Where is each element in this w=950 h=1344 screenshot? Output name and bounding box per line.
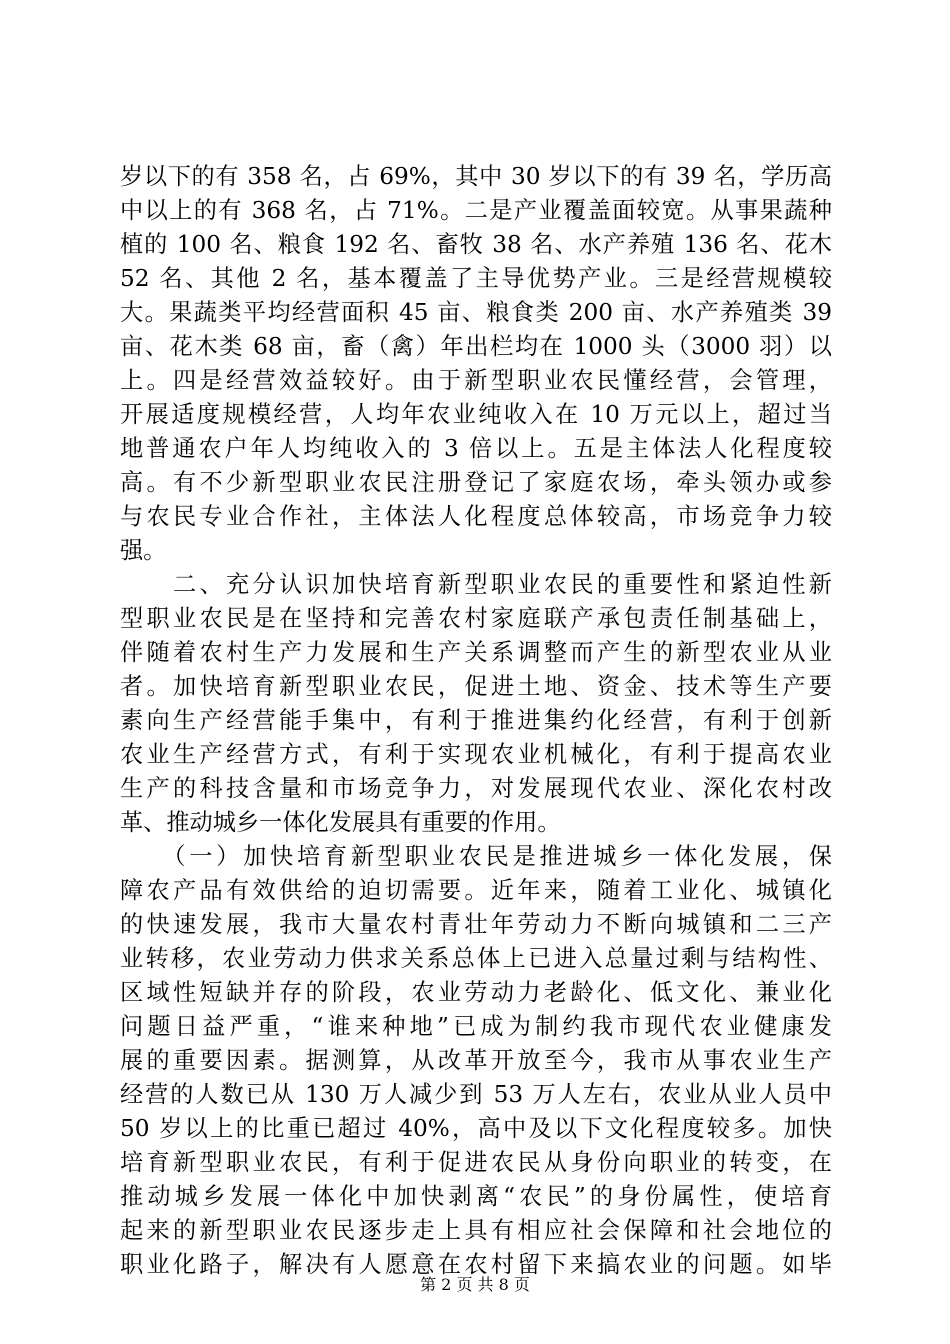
text-line: 岁以下的有 358 名，占 69%，其中 30 岁以下的有 39 名，学历高: [120, 163, 832, 190]
text-line: 伴随着农村生产力发展和生产关系调整而产生的新型农业从业: [120, 639, 832, 666]
text-line: 经营的人数已从 130 万人减少到 53 万人左右，农业从业人员中: [120, 1081, 832, 1108]
text-line: 强。: [120, 537, 167, 564]
text-line: 区域性短缺并存的阶段，农业劳动力老龄化、低文化、兼业化: [120, 979, 832, 1006]
page-footer: 第 2 页 共 8 页: [420, 1275, 530, 1294]
text-line: 生产的科技含量和市场竞争力，对发展现代农业、深化农村改: [120, 775, 832, 802]
text-line: 展的重要因素。据测算，从改革开放至今，我市从事农业生产: [120, 1047, 832, 1074]
text-line: 农业生产经营方式，有利于实现农业机械化，有利于提高农业: [120, 741, 832, 768]
text-line: 大。果蔬类平均经营面积 45 亩、粮食类 200 亩、水产养殖类 39: [120, 299, 832, 326]
text-line: 高。有不少新型职业农民注册登记了家庭农场，牵头领办或参: [120, 469, 832, 496]
text-line: 植的 100 名、粮食 192 名、畜牧 38 名、水产养殖 136 名、花木: [120, 231, 832, 258]
text-line: 问题日益严重，“谁来种地”已成为制约我市现代农业健康发: [120, 1013, 832, 1040]
text-line: 培育新型职业农民，有利于促进农民从身份向职业的转变，在: [120, 1149, 832, 1176]
text-line: 型职业农民是在坚持和完善农村家庭联产承包责任制基础上，: [120, 605, 832, 632]
text-line: 50 岁以上的比重已超过 40%，高中及以下文化程度较多。加快: [120, 1115, 832, 1142]
text-line: 职业化路子，解决有人愿意在农村留下来搞农业的问题。如毕: [120, 1251, 832, 1278]
text-line: （一）加快培育新型职业农民是推进城乡一体化发展，保: [120, 843, 832, 870]
text-line: 地普通农户年人均纯收入的 3 倍以上。五是主体法人化程度较: [120, 435, 832, 462]
text-line: 52 名、其他 2 名，基本覆盖了主导优势产业。三是经营规模较: [120, 265, 832, 292]
text-line: 起来的新型职业农民逐步走上具有相应社会保障和社会地位的: [120, 1217, 832, 1244]
text-line: 者。加快培育新型职业农民，促进土地、资金、技术等生产要: [120, 673, 832, 700]
text-line: 业转移，农业劳动力供求关系总体上已进入总量过剩与结构性、: [120, 945, 832, 972]
body-text: [120, 160, 832, 1282]
text-line: 上。四是经营效益较好。由于新型职业农民懂经营，会管理，: [120, 367, 832, 394]
text-line: 障农产品有效供给的迫切需要。近年来，随着工业化、城镇化: [120, 877, 832, 904]
text-line: 素向生产经营能手集中，有利于推进集约化经营，有利于创新: [120, 707, 832, 734]
text-line: 二、充分认识加快培育新型职业农民的重要性和紧迫性新: [120, 571, 832, 598]
text-line: 与农民专业合作社，主体法人化程度总体较高，市场竞争力较: [120, 503, 832, 530]
text-line: 革、推动城乡一体化发展具有重要的作用。: [120, 809, 561, 836]
text-line: 的快速发展，我市大量农村青壮年劳动力不断向城镇和二三产: [120, 911, 832, 938]
text-line: 亩、花木类 68 亩，畜（禽）年出栏均在 1000 头（3000 羽）以: [120, 333, 832, 360]
text-line: 开展适度规模经营，人均年农业纯收入在 10 万元以上，超过当: [120, 401, 832, 428]
text-line: 中以上的有 368 名，占 71%。二是产业覆盖面较宽。从事果蔬种: [120, 197, 832, 224]
text-line: 推动城乡发展一体化中加快剥离“农民”的身份属性，使培育: [120, 1183, 832, 1210]
